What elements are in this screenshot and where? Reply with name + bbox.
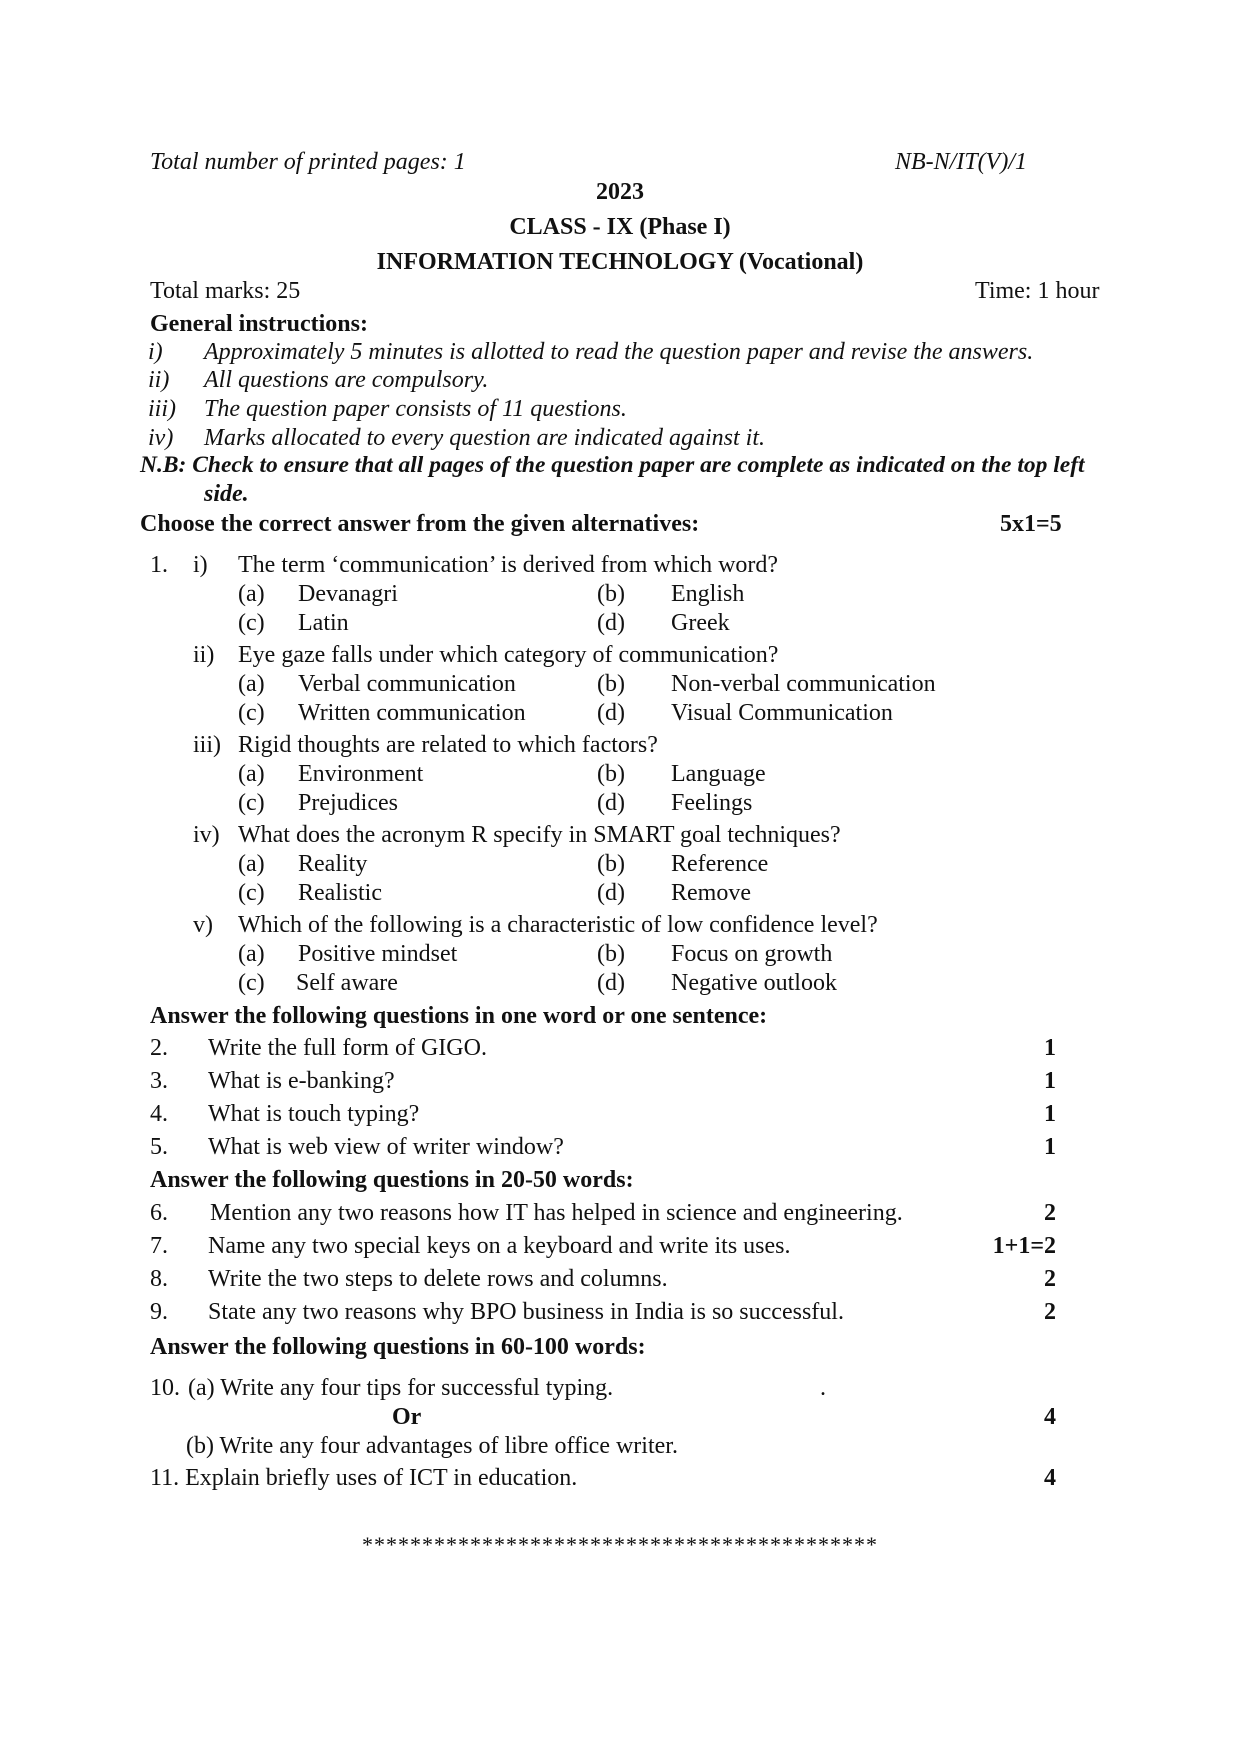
sub-question-number: iv) bbox=[193, 822, 220, 848]
option-text: Language bbox=[671, 761, 766, 787]
long-answer-heading: Answer the following questions in 60-100 words: bbox=[150, 1334, 646, 1360]
question-10a-text: (a) Write any four tips for successful typing. bbox=[188, 1375, 614, 1401]
question-marks: 4 bbox=[1044, 1465, 1056, 1491]
option-text: Non-verbal communication bbox=[671, 671, 936, 697]
option-label: (c) bbox=[238, 700, 265, 726]
class-title: CLASS - IX (Phase I) bbox=[509, 214, 731, 240]
question-marks: 2 bbox=[1044, 1266, 1056, 1292]
question-text: What is touch typing? bbox=[208, 1101, 420, 1127]
question-number bbox=[150, 1376, 180, 1400]
question-number: 6. bbox=[150, 1200, 168, 1226]
sub-question-number: iii) bbox=[193, 732, 221, 758]
question-number-digits: 10. bbox=[150, 1375, 180, 1401]
option-label: (b) bbox=[597, 581, 625, 607]
question-text: Write the full form of GIGO. bbox=[208, 1035, 487, 1061]
option-text: Latin bbox=[298, 610, 349, 636]
option-label: (c) bbox=[238, 970, 265, 996]
option-label: (d) bbox=[597, 610, 625, 636]
question-number: 9. bbox=[150, 1299, 168, 1325]
instructions-heading: General instructions: bbox=[150, 311, 368, 337]
sub-question-text: Which of the following is a characteristic of low confidence level? bbox=[238, 912, 878, 938]
question-text: Name any two special keys on a keyboard and write its uses. bbox=[208, 1233, 791, 1259]
instruction-number: iii) bbox=[148, 396, 176, 422]
question-text: What is web view of writer window? bbox=[208, 1134, 564, 1160]
sub-question-text: What does the acronym R specify in SMART goal techniques? bbox=[238, 822, 841, 848]
or-separator: Or bbox=[392, 1404, 422, 1430]
option-text: Remove bbox=[671, 880, 751, 906]
nb-note: N.B: Check to ensure that all pages of the question paper are complete as indicated on the top left bbox=[140, 452, 1085, 478]
question-text: Mention any two reasons how IT has helped in science and engineering. bbox=[210, 1200, 903, 1226]
pages-note: Total number of printed pages: 1 bbox=[150, 149, 466, 175]
option-text: English bbox=[671, 581, 745, 607]
option-text: Reference bbox=[671, 851, 769, 877]
question-number: 2. bbox=[150, 1035, 168, 1061]
option-label: (b) bbox=[597, 851, 625, 877]
option-label: (b) bbox=[597, 941, 625, 967]
option-label: (a) bbox=[238, 941, 265, 967]
sub-question-text: The term ‘communication’ is derived from which word? bbox=[238, 552, 779, 578]
mcq-marks: 5x1=5 bbox=[1000, 511, 1062, 537]
total-marks: Total marks: 25 bbox=[150, 278, 301, 304]
option-label: (a) bbox=[238, 581, 265, 607]
question-10b-text: (b) Write any four advantages of libre office writer. bbox=[186, 1433, 678, 1459]
option-text: Negative outlook bbox=[671, 970, 837, 996]
subject-title: INFORMATION TECHNOLOGY (Vocational) bbox=[376, 249, 864, 275]
sub-question-number: v) bbox=[193, 912, 213, 938]
instruction-number: i) bbox=[148, 339, 163, 365]
question-marks: 2 bbox=[1044, 1200, 1056, 1226]
option-text: Feelings bbox=[671, 790, 753, 816]
question-marks: 4 bbox=[1044, 1404, 1056, 1430]
option-label: (d) bbox=[597, 700, 625, 726]
question-number: 5. bbox=[150, 1134, 168, 1160]
question-text: What is e-banking? bbox=[208, 1068, 395, 1094]
option-text: Devanagri bbox=[298, 581, 398, 607]
option-text: Environment bbox=[298, 761, 424, 787]
option-label: (c) bbox=[238, 610, 265, 636]
sub-question-text: Rigid thoughts are related to which factors? bbox=[238, 732, 658, 758]
question-marks: 1 bbox=[1044, 1035, 1056, 1061]
option-text: Verbal communication bbox=[298, 671, 516, 697]
option-text: Written communication bbox=[298, 700, 526, 726]
option-text: Realistic bbox=[298, 880, 382, 906]
question-number: 1. bbox=[150, 552, 168, 578]
question-number: 7. bbox=[150, 1233, 168, 1259]
question-number: 8. bbox=[150, 1266, 168, 1292]
question-marks: 1 bbox=[1044, 1134, 1056, 1160]
question-marks: 1 bbox=[1044, 1101, 1056, 1127]
option-label: (c) bbox=[238, 880, 265, 906]
short-answer-heading: Answer the following questions in one word or one sentence: bbox=[150, 1003, 768, 1029]
mcq-heading: Choose the correct answer from the given alternatives: bbox=[140, 511, 700, 537]
question-number: 3. bbox=[150, 1068, 168, 1094]
option-label: (d) bbox=[597, 790, 625, 816]
medium-answer-heading: Answer the following questions in 20-50 words: bbox=[150, 1167, 634, 1193]
option-label: (c) bbox=[238, 790, 265, 816]
instruction-text: The question paper consists of 11 questions. bbox=[204, 396, 627, 422]
exam-year: 2023 bbox=[596, 179, 644, 205]
stray-dot: . bbox=[820, 1375, 826, 1401]
question-11-text: 11. Explain briefly uses of ICT in education. bbox=[150, 1465, 578, 1491]
option-text: Self aware bbox=[296, 970, 398, 996]
question-marks: 1+1=2 bbox=[992, 1233, 1056, 1259]
option-label: (d) bbox=[597, 880, 625, 906]
option-text: Reality bbox=[298, 851, 368, 877]
option-label: (b) bbox=[597, 671, 625, 697]
question-marks: 1 bbox=[1044, 1068, 1056, 1094]
instruction-number: ii) bbox=[148, 367, 170, 393]
option-text: Focus on growth bbox=[671, 941, 833, 967]
time-allowed: Time: 1 hour bbox=[975, 278, 1100, 304]
instruction-text: Approximately 5 minutes is allotted to read the question paper and revise the answers. bbox=[204, 339, 1034, 365]
option-label: (a) bbox=[238, 761, 265, 787]
question-text: Write the two steps to delete rows and columns. bbox=[208, 1266, 668, 1292]
sub-question-number: ii) bbox=[193, 642, 215, 668]
instruction-text: All questions are compulsory. bbox=[204, 367, 489, 393]
option-label: (b) bbox=[597, 761, 625, 787]
option-label: (a) bbox=[238, 671, 265, 697]
question-text: State any two reasons why BPO business in India is so successful. bbox=[208, 1299, 844, 1325]
option-text: Prejudices bbox=[298, 790, 398, 816]
sub-question-text: Eye gaze falls under which category of communication? bbox=[238, 642, 779, 668]
option-label: (a) bbox=[238, 851, 265, 877]
paper-code: NB-N/IT(V)/1 bbox=[895, 149, 1027, 175]
end-of-paper-stars: ******************************************* bbox=[362, 1532, 878, 1557]
option-text: Greek bbox=[671, 610, 730, 636]
question-marks: 2 bbox=[1044, 1299, 1056, 1325]
sub-question-number: i) bbox=[193, 552, 208, 578]
nb-note-continued: side. bbox=[204, 481, 249, 507]
instruction-text: Marks allocated to every question are indicated against it. bbox=[204, 425, 765, 451]
instruction-number: iv) bbox=[148, 425, 174, 451]
question-number: 4. bbox=[150, 1101, 168, 1127]
option-label: (d) bbox=[597, 970, 625, 996]
option-text: Positive mindset bbox=[298, 941, 458, 967]
option-text: Visual Communication bbox=[671, 700, 893, 726]
